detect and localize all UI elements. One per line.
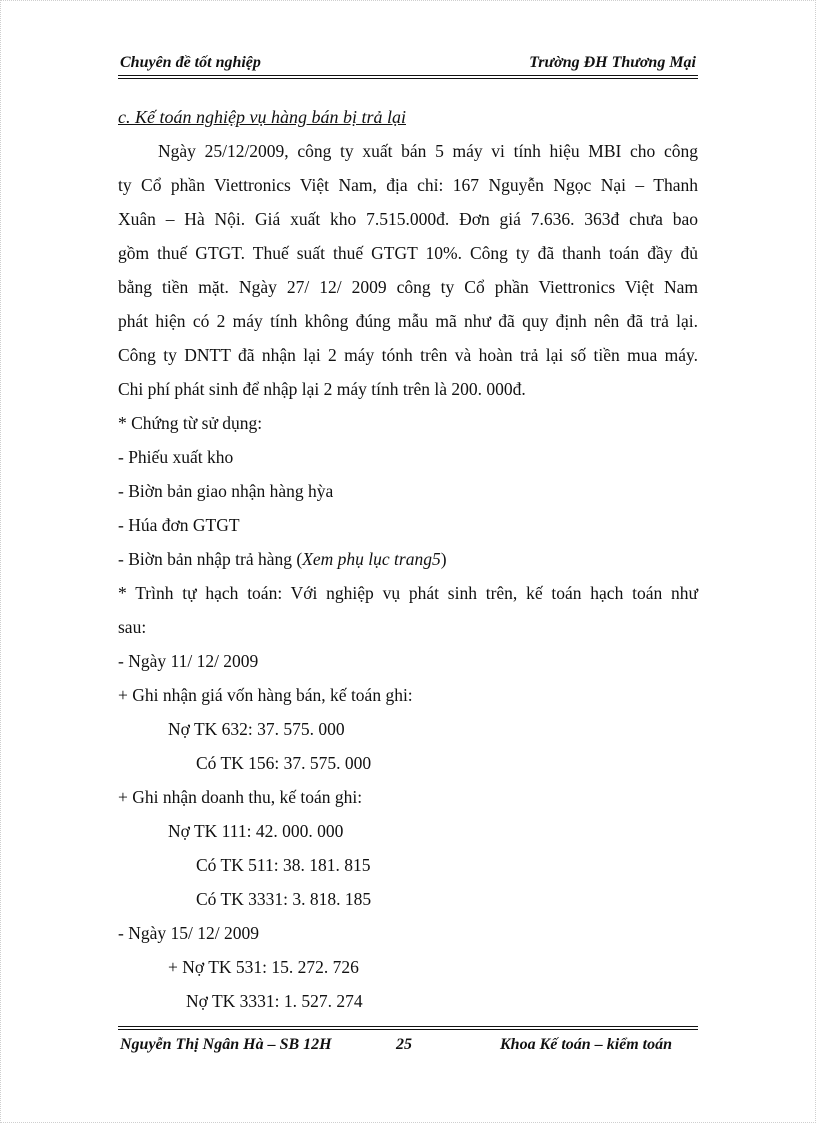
documents-item-last — [118, 548, 447, 570]
paragraph-line: Xuân – Hà Nội. Giá xuất kho 7.515.000đ. Đơn giá 7.636. 363đ chưa bao — [118, 209, 698, 229]
procedure-line: sau: — [118, 617, 147, 637]
documents-item-prefix: - Biờn bản nhập trả hàng ( — [118, 549, 303, 569]
entry-heading: + Ghi nhận giá vốn hàng bán, kế toán ghi: — [118, 685, 413, 705]
paragraph-line: phát hiện có 2 máy tính không đúng mẫu mã như đã quy định nên đã trả lại. — [118, 311, 698, 331]
journal-debit: Nợ TK 632: 37. 575. 000 — [168, 719, 345, 739]
paragraph-line: bằng tiền mặt. Ngày 27/ 12/ 2009 công ty Cổ phần Viettronics Việt Nam — [118, 277, 698, 297]
journal-credit: Có TK 3331: 3. 818. 185 — [196, 889, 372, 909]
documents-heading: * Chứng từ sử dụng: — [118, 413, 263, 433]
documents-item: - Biờn bản giao nhận hàng hỳa — [118, 481, 334, 501]
section-title: c. Kế toán nghiệp vụ hàng bán bị trả lại — [118, 107, 406, 127]
paragraph-line: Công ty DNTT đã nhận lại 2 máy tónh trên và hoàn trả lại số tiền mua máy. — [118, 345, 698, 365]
journal-debit: + Nợ TK 531: 15. 272. 726 — [168, 957, 359, 977]
documents-item-suffix: ) — [440, 549, 447, 569]
paragraph-line: ty Cổ phần Viettronics Việt Nam, địa chỉ: 167 Nguyễn Ngọc Nại – Thanh — [118, 175, 698, 195]
header-left-text: Chuyên đề tốt nghiệp — [120, 54, 261, 71]
header-right-text: Trường ĐH Thương Mại — [529, 54, 696, 71]
paragraph-line: Chi phí phát sinh để nhập lại 2 máy tính trên là 200. 000đ. — [118, 379, 526, 399]
appendix-reference: Xem phụ lục trang5 — [302, 549, 441, 569]
entry-date: - Ngày 15/ 12/ 2009 — [118, 923, 259, 943]
journal-debit: Nợ TK 3331: 1. 527. 274 — [186, 991, 363, 1011]
journal-credit: Có TK 511: 38. 181. 815 — [196, 855, 371, 875]
paragraph-line: gồm thuế GTGT. Thuế suất thuế GTGT 10%. Công ty đã thanh toán đầy đủ — [118, 243, 698, 263]
entry-date: - Ngày 11/ 12/ 2009 — [118, 651, 259, 671]
footer-department: Khoa Kế toán – kiểm toán — [500, 1036, 673, 1053]
footer-author: Nguyễn Thị Ngân Hà – SB 12H — [120, 1036, 332, 1053]
journal-debit: Nợ TK 111: 42. 000. 000 — [168, 821, 344, 841]
page-footer — [118, 1036, 698, 1058]
footer-rule — [118, 1026, 698, 1027]
journal-credit: Có TK 156: 37. 575. 000 — [196, 753, 372, 773]
page-number: 25 — [396, 1036, 412, 1053]
page-header — [118, 52, 698, 74]
footer-rule-thin — [118, 1029, 698, 1030]
paragraph-line: Ngày 25/12/2009, công ty xuất bán 5 máy vi tính hiệu MBI cho công — [158, 141, 698, 161]
header-rule-thin — [118, 78, 698, 79]
entry-heading: + Ghi nhận doanh thu, kế toán ghi: — [118, 787, 363, 807]
documents-item: - Phiếu xuất kho — [118, 447, 234, 467]
procedure-line: * Trình tự hạch toán: Với nghiệp vụ phát sinh trên, kế toán hạch toán như — [118, 583, 698, 603]
documents-item: - Húa đơn GTGT — [118, 515, 240, 535]
header-rule — [118, 75, 698, 76]
